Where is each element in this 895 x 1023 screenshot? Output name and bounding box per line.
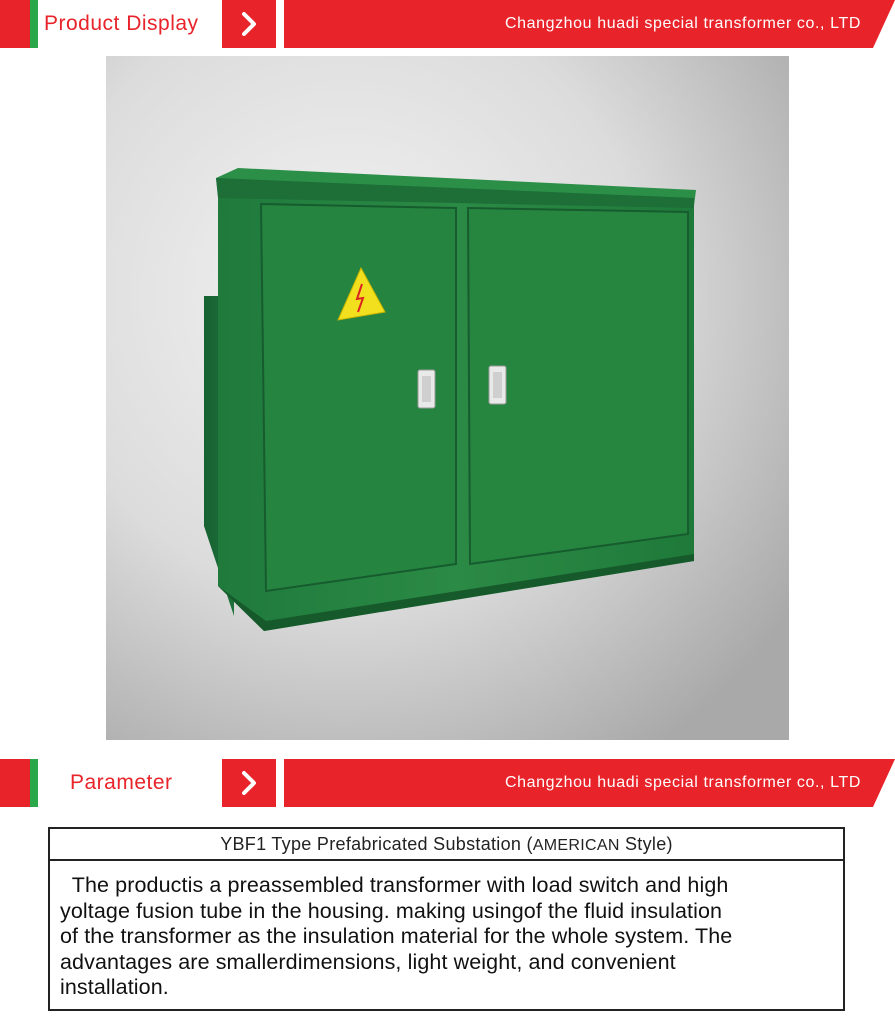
chevron-right-icon [222, 0, 276, 48]
parameter-description [50, 861, 843, 1001]
description-line: of the transformer as the insulation material for the whole system. The [60, 924, 733, 948]
title-prefix: YBF1 Type Prefabricated Substation ( [220, 834, 533, 854]
parameter-table-title [50, 829, 843, 861]
substation-illustration [106, 56, 789, 740]
header-accent-red [0, 0, 30, 48]
section-title: Product Display [44, 12, 199, 35]
title-caps: AMERICAN [532, 837, 620, 854]
header-accent-green [30, 0, 38, 48]
title-suffix: Style) [619, 834, 673, 854]
description-line: The productis a preassembled transformer with load switch and high [60, 873, 729, 897]
parameter-company-name: Changzhou huadi special transformer co., LTD [504, 774, 861, 791]
company-name: Changzhou huadi special transformer co., LTD [504, 15, 861, 32]
chevron-right-button[interactable] [222, 0, 276, 48]
product-image [106, 56, 789, 740]
description-line: yoltage fusion tube in the housing. making usingof the fluid insulation [60, 898, 723, 923]
description-line: advantages are smallerdimensions, light weight, and convenient [60, 949, 676, 974]
parameter-accent-red [0, 759, 30, 807]
parameter-accent-green [30, 759, 38, 807]
chevron-right-icon [222, 759, 276, 807]
parameter-title: Parameter [70, 771, 173, 794]
parameter-table [48, 827, 845, 1011]
company-banner [284, 0, 895, 48]
parameter-chevron-button[interactable] [222, 759, 276, 807]
description-line: installation. [60, 975, 169, 999]
product-display-header [0, 0, 895, 50]
parameter-header [0, 759, 895, 809]
parameter-company-banner [284, 759, 895, 807]
